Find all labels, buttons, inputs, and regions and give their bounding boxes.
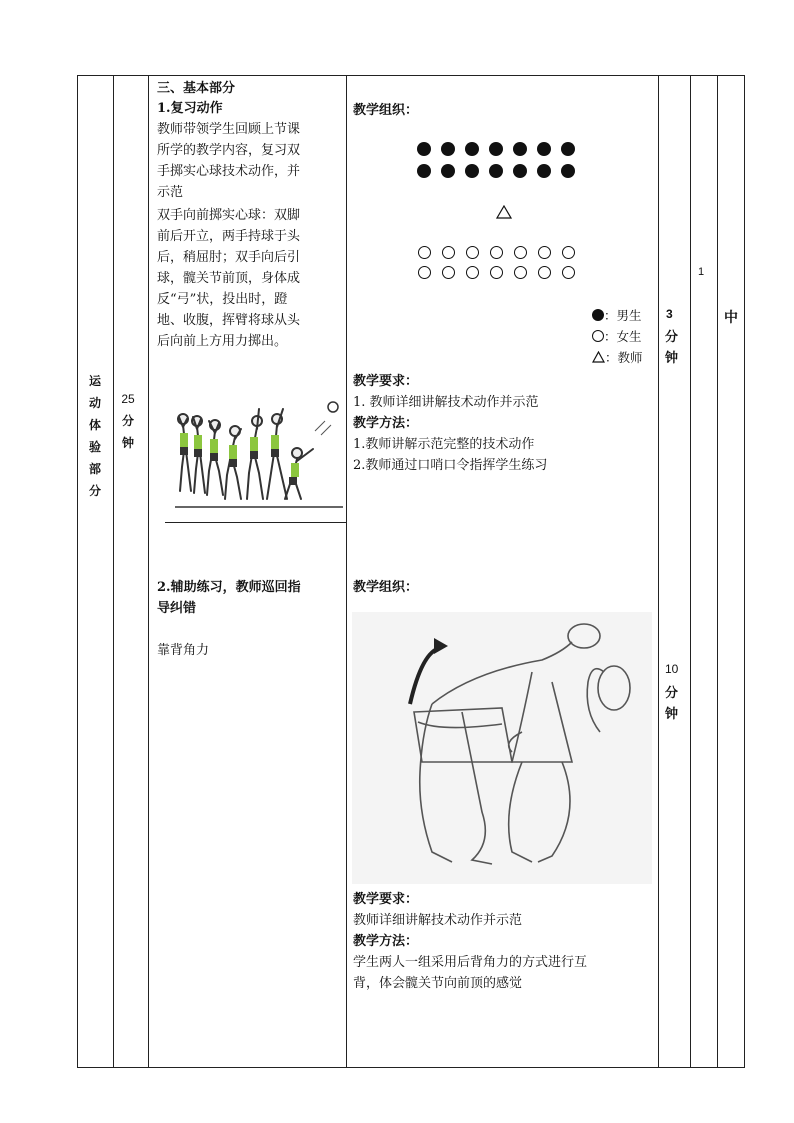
- duration-char: 钟: [121, 436, 134, 450]
- male-student-icon: [465, 142, 479, 156]
- female-student-icon: [514, 266, 527, 279]
- method-text: 1.教师讲解示范完整的技术动作: [353, 437, 535, 452]
- section-char: 动: [88, 396, 101, 410]
- text-line: 后，稍屈肘；双手向后引: [157, 250, 301, 265]
- female-student-icon: [466, 266, 479, 279]
- duration-char: 分: [121, 414, 134, 428]
- time-char: 钟: [665, 707, 679, 722]
- time-char: 分: [665, 330, 679, 345]
- text-line: 双手向前掷实心球：双脚: [157, 208, 301, 223]
- text-line: 反“弓”状，投出时，蹬: [157, 292, 288, 307]
- col-divider: [690, 76, 691, 1067]
- method-label: 教学方法：: [353, 934, 419, 949]
- female-student-icon: [562, 246, 575, 259]
- org1-requirements: [353, 371, 653, 476]
- formation-legend: [592, 305, 643, 368]
- text-line: 所学的教学内容，复习双: [157, 143, 301, 158]
- text-line: 后向前上方用力掷出。: [157, 334, 288, 349]
- org-label: 教学组织：: [353, 103, 419, 118]
- legend-female: [592, 326, 643, 347]
- intensity-value: 中: [724, 310, 738, 326]
- male-student-icon: [537, 164, 551, 178]
- req-text: 1. 教师详细讲解技术动作并示范: [353, 395, 539, 410]
- time-number: 3: [666, 307, 673, 321]
- female-student-icon: [442, 266, 455, 279]
- legend-teacher: [592, 347, 643, 368]
- male-student-icon: [537, 142, 551, 156]
- text-line: 导纠错: [157, 601, 197, 616]
- org-label: 教学组织：: [353, 580, 419, 595]
- text-line: 教师带领学生回顾上节课: [157, 122, 301, 137]
- male-student-icon: [513, 142, 527, 156]
- legend-male: [592, 305, 643, 326]
- legend-text: ：教师: [605, 350, 643, 365]
- technique-description: [157, 205, 347, 352]
- col-divider: [658, 76, 659, 1067]
- req-label: 教学要求：: [353, 892, 419, 907]
- section-heading: 三、基本部分: [157, 81, 236, 96]
- req-text: 教师详细讲解技术动作并示范: [353, 913, 523, 928]
- female-student-icon: [466, 246, 479, 259]
- female-legend-icon: [592, 330, 604, 342]
- medicine-ball-throw-illustration: [165, 395, 345, 523]
- female-student-icon: [538, 246, 551, 259]
- text-line: 地、收腹，挥臂将球从头: [157, 313, 301, 328]
- section-char: 运: [88, 374, 101, 388]
- legend-text: ：女生: [604, 329, 642, 344]
- time-number: 10: [665, 662, 679, 676]
- female-student-icon: [490, 266, 503, 279]
- col-divider: [113, 76, 114, 1067]
- method-label: 教学方法：: [353, 416, 419, 431]
- back-wrestling-illustration: [352, 612, 652, 884]
- time-char: 钟: [665, 351, 679, 366]
- male-student-icon: [561, 142, 575, 156]
- method-text: 学生两人一组采用后背角力的方式进行互: [353, 955, 588, 970]
- section-char: 验: [88, 440, 101, 454]
- text-line: 手掷实心球技术动作，并: [157, 164, 301, 179]
- req-label: 教学要求：: [353, 374, 419, 389]
- male-student-icon: [489, 142, 503, 156]
- female-student-icon: [418, 246, 431, 259]
- section-char: 分: [88, 484, 101, 498]
- male-student-icon: [489, 164, 503, 178]
- col-divider: [717, 76, 718, 1067]
- part2-title: [157, 577, 347, 619]
- male-student-icon: [513, 164, 527, 178]
- female-student-icon: [538, 266, 551, 279]
- duration-number: 25: [121, 392, 135, 406]
- male-legend-icon: [592, 309, 604, 321]
- female-student-icon: [418, 266, 431, 279]
- text-line: 球，髋关节前顶，身体成: [157, 271, 301, 286]
- legend-text: ：男生: [604, 308, 642, 323]
- male-student-icon: [441, 142, 455, 156]
- teacher-legend-icon: [592, 351, 605, 363]
- female-student-icon: [562, 266, 575, 279]
- teacher-triangle-icon: [496, 205, 512, 219]
- exercise-name: 靠背角力: [157, 643, 210, 658]
- male-student-icon: [417, 164, 431, 178]
- male-student-icon: [561, 164, 575, 178]
- method-text: 背，体会髋关节向前顶的感觉: [353, 976, 523, 991]
- male-student-icon: [465, 164, 479, 178]
- text-line: 2.辅助练习，教师巡回指: [157, 580, 301, 595]
- org2-requirements: [353, 889, 653, 994]
- female-student-icon: [514, 246, 527, 259]
- method-text: 2.教师通过口哨口令指挥学生练习: [353, 458, 548, 473]
- col-divider: [148, 76, 149, 1067]
- count-value: 1: [698, 266, 705, 278]
- text-line: 前后开立，两手持球于头: [157, 229, 301, 244]
- section-char: 部: [88, 462, 101, 476]
- section-char: 体: [88, 418, 101, 432]
- time-char: 分: [665, 686, 679, 701]
- male-student-icon: [417, 142, 431, 156]
- part1-title: 1.复习动作: [157, 101, 223, 116]
- female-student-icon: [442, 246, 455, 259]
- part1-description: [157, 119, 347, 203]
- male-student-icon: [441, 164, 455, 178]
- text-line: 示范: [157, 185, 184, 200]
- female-student-icon: [490, 246, 503, 259]
